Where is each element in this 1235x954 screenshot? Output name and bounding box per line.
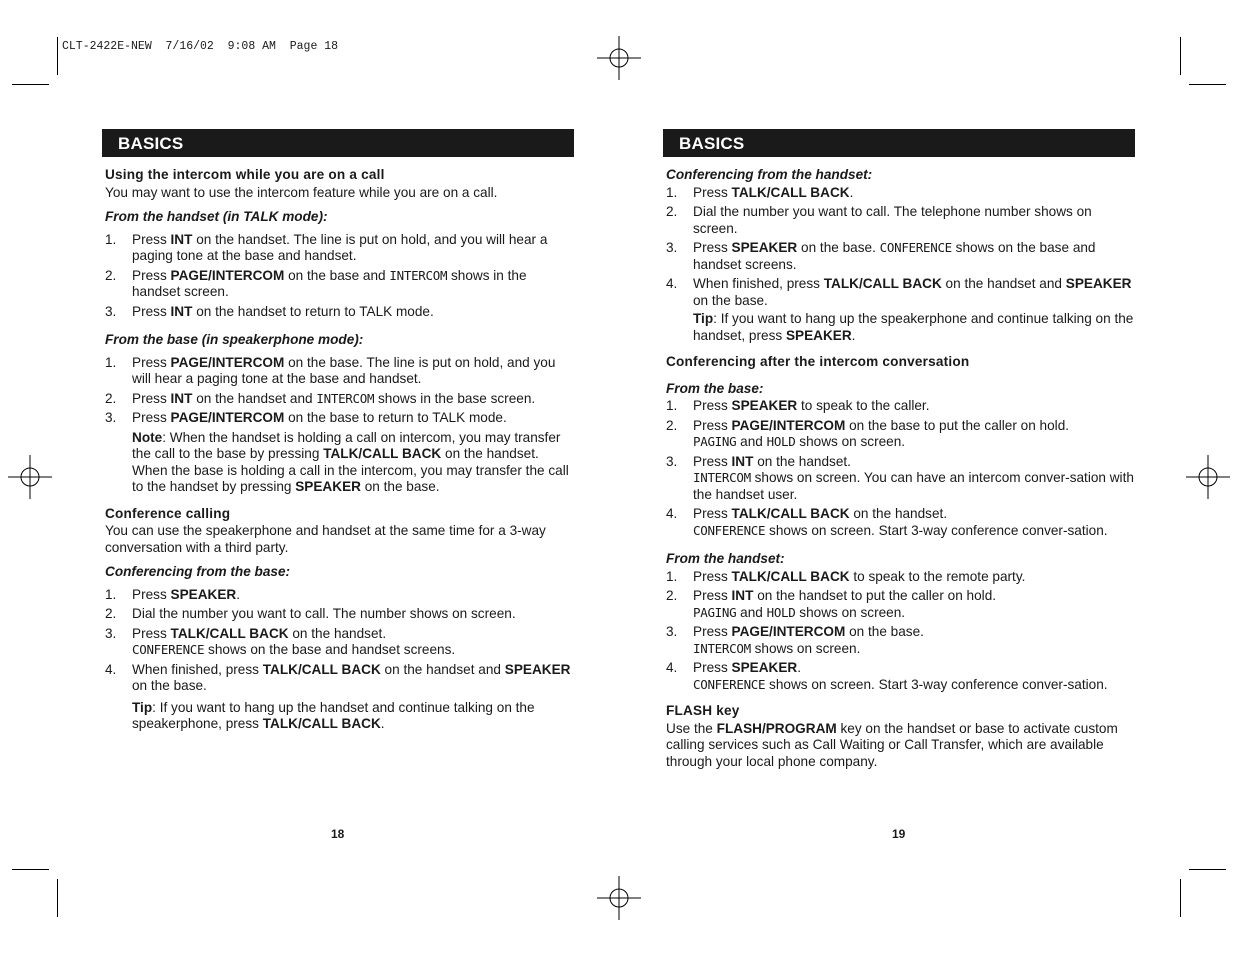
page-19 <box>663 129 1135 778</box>
list-item: 4. Press SPEAKER. CONFERENCE shows on screen. Start 3-way conference conver-sation. <box>666 660 1108 692</box>
section-title-conference: Conference calling <box>105 505 231 521</box>
crop-mark <box>12 869 49 870</box>
section-banner: BASICS <box>102 129 574 157</box>
steps-list-handset <box>102 232 574 321</box>
steps-list-after-intercom-base <box>663 398 1135 539</box>
registration-mark-icon <box>8 455 52 499</box>
subheading-from-handset: From the handset (in TALK mode): <box>105 209 328 224</box>
crop-mark <box>1189 869 1226 870</box>
crop-mark <box>1180 37 1181 75</box>
crop-mark <box>57 879 58 917</box>
list-item: 2. Dial the number you want to call. The number shows on screen. <box>105 606 516 621</box>
section-banner: BASICS <box>663 129 1135 157</box>
subheading-conferencing-from-base: Conferencing from the base: <box>105 564 291 579</box>
list-item: 1. Press PAGE/INTERCOM on the base. The line is put on hold, and you will hear a paging tone at the base and handset. <box>105 354 556 386</box>
subheading-conferencing-from-handset: Conferencing from the handset: <box>666 167 873 182</box>
subheading-from-base: From the base: <box>666 380 764 396</box>
page-number: 19 <box>892 827 906 841</box>
section-title-flash-key: FLASH key <box>666 703 740 718</box>
list-item: 2. Press INT on the handset and INTERCOM shows in the base screen. <box>105 390 536 406</box>
printer-slug: CLT-2422E-NEW 7/16/02 9:08 AM Page 18 <box>62 40 339 53</box>
list-item: 3. Press INT on the handset. INTERCOM shows on screen. You can have an intercom conver-sation with the handset user. <box>666 453 1134 502</box>
lcd-text: PAGING <box>693 434 737 449</box>
lcd-text: CONFERENCE <box>693 522 766 538</box>
list-item: 3. Press SPEAKER on the base. CONFERENCE shows on the base and handset screens. <box>666 240 1096 272</box>
list-item: 1. Press SPEAKER. <box>105 586 241 602</box>
list-item: 4. When finished, press TALK/CALL BACK on the handset and SPEAKER on the base. <box>666 276 1132 308</box>
crop-mark <box>1180 879 1181 917</box>
list-item: 2. Press PAGE/INTERCOM on the base and INTERCOM shows in the handset screen. <box>105 267 527 299</box>
section-title-intercom-on-call: Using the intercom while you are on a call <box>105 167 385 182</box>
section-title-after-intercom: Conferencing after the intercom conversation <box>666 354 970 369</box>
list-item: 4. When finished, press TALK/CALL BACK on the handset and SPEAKER on the base. <box>105 661 571 693</box>
steps-list-conferencing-handset <box>663 185 1135 310</box>
lcd-text: PAGING <box>693 604 737 620</box>
registration-mark-icon <box>1186 455 1230 499</box>
list-item: 3. Press PAGE/INTERCOM on the base. INTERCOM shows on screen. <box>666 624 924 656</box>
list-item: 2. Press INT on the handset to put the caller on hold. PAGING and HOLD shows on screen. <box>666 588 997 620</box>
tip-paragraph: Tip: If you want to hang up the speakerphone and continue talking on the handset, press SPEAKER. <box>693 311 1134 343</box>
page-number: 18 <box>331 827 345 841</box>
lcd-text: INTERCOM <box>693 640 751 656</box>
lcd-text: HOLD <box>766 434 796 449</box>
steps-list-conferencing-base <box>102 587 574 695</box>
lcd-text: INTERCOM <box>389 267 448 283</box>
tip-paragraph: Tip: If you want to hang up the handset and continue talking on the speakerphone, press TALK/CALL BACK. <box>132 699 535 731</box>
list-item: 3. Press PAGE/INTERCOM on the base to return to TALK mode. <box>105 410 507 425</box>
lcd-text: CONFERENCE <box>132 642 205 657</box>
subheading-from-base: From the base (in speakerphone mode): <box>105 332 364 347</box>
list-item: 2. Dial the number you want to call. The telephone number shows on screen. <box>666 204 1092 236</box>
list-item: 4. Press TALK/CALL BACK on the handset. CONFERENCE shows on screen. Start 3-way conference conver-sation. <box>666 506 1108 538</box>
list-item: 1. Press TALK/CALL BACK. <box>666 184 854 200</box>
lcd-text: CONFERENCE <box>693 676 766 692</box>
crop-mark <box>57 37 58 75</box>
steps-list-after-intercom-handset <box>663 569 1135 694</box>
subheading-from-handset: From the handset: <box>666 551 785 566</box>
lcd-text: HOLD <box>766 604 796 620</box>
lcd-text: CONFERENCE <box>879 240 952 255</box>
section-intro: You may want to use the intercom feature while you are on a call. <box>105 184 498 200</box>
flash-paragraph: Use the FLASH/PROGRAM key on the handset or base to activate custom calling services such as Call Waiting or Call Transfer, which are available through your local phone company. <box>666 720 1118 769</box>
list-item: 1. Press INT on the handset. The line is put on hold, and you will hear a paging tone at the base and handset. <box>105 231 548 263</box>
crop-mark <box>1189 84 1226 85</box>
registration-mark-icon <box>597 36 641 80</box>
list-item: 1. Press SPEAKER to speak to the caller. <box>666 398 930 413</box>
list-item: 3. Press INT on the handset to return to TALK mode. <box>105 303 434 319</box>
list-item: 3. Press TALK/CALL BACK on the handset. CONFERENCE shows on the base and handset screens. <box>105 625 456 657</box>
section-intro: You can use the speakerphone and handset at the same time for a 3-way conversation with a third party. <box>105 523 546 555</box>
list-item: 2. Press PAGE/INTERCOM on the base to put the caller on hold. PAGING and HOLD shows on screen. <box>666 417 1070 449</box>
crop-mark <box>12 84 49 85</box>
note-paragraph: Note: When the handset is holding a call on intercom, you may transfer the call to the base by pressing TALK/CALL BACK on the handset. When the base is holding a call in the intercom, you may transfer the call to the handset by pressing SPEAKER on the base. <box>132 429 569 494</box>
list-item: 1. Press TALK/CALL BACK to speak to the remote party. <box>666 568 1026 584</box>
registration-mark-icon <box>597 876 641 920</box>
lcd-text: INTERCOM <box>316 390 375 406</box>
page-18 <box>102 129 574 743</box>
steps-list-base <box>102 355 574 427</box>
lcd-text: INTERCOM <box>693 470 751 485</box>
